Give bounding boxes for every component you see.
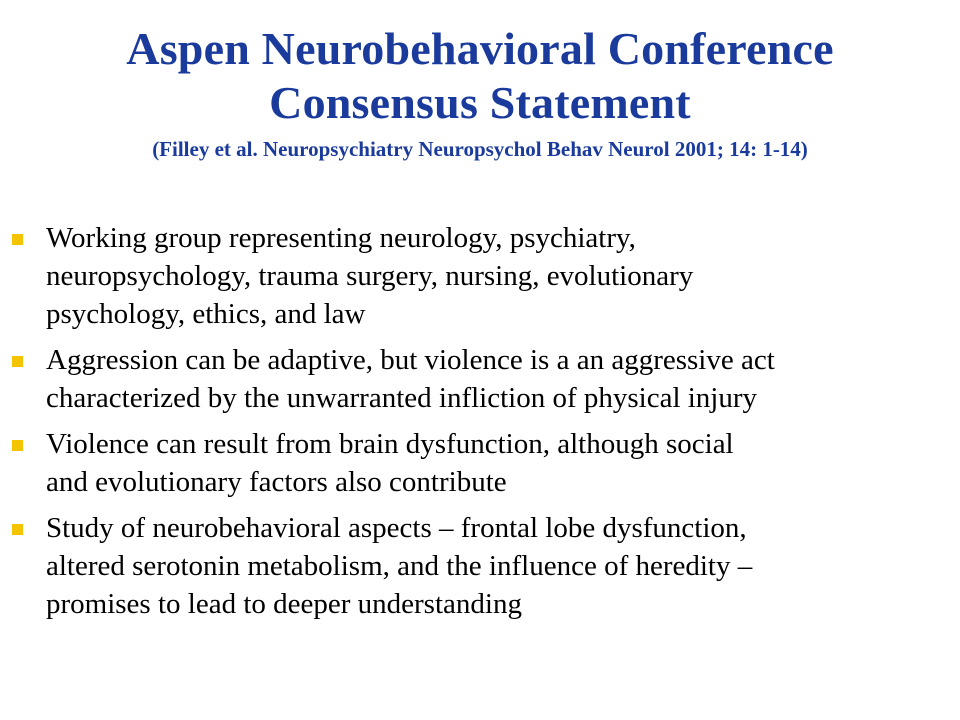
bullet-line: altered serotonin metabolism, and the influence of heredity – (46, 550, 753, 582)
bullet-line: Aggression can be adaptive, but violence is a an aggressive act (46, 344, 775, 376)
bullet-item (12, 425, 942, 501)
square-bullet-icon (12, 440, 23, 451)
bullet-line: Violence can result from brain dysfunction, although social (46, 428, 734, 460)
citation: (Filley et al. Neuropsychiatry Neuropsychol Behav Neurol 2001; 14: 1-14) (152, 137, 808, 161)
bullet-text (46, 425, 942, 501)
bullet-line: psychology, ethics, and law (46, 298, 366, 330)
bullet-item (12, 341, 942, 417)
bullet-line: and evolutionary factors also contribute (46, 466, 507, 498)
square-bullet-icon (12, 356, 23, 367)
bullet-line: neuropsychology, trauma surgery, nursing, evolutionary (46, 260, 694, 292)
slide-title-block (0, 22, 960, 162)
bullet-line: promises to lead to deeper understanding (46, 588, 522, 620)
bullet-line: Working group representing neurology, psychiatry, (46, 222, 636, 254)
bullet-item (12, 219, 942, 333)
square-bullet-icon (12, 234, 23, 245)
bullet-text (46, 219, 942, 333)
bullet-line: characterized by the unwarranted infliction of physical injury (46, 382, 758, 414)
bullet-text (46, 509, 942, 623)
bullet-text (46, 341, 942, 417)
slide-title-line-2: Consensus Statement (269, 77, 691, 128)
slide-title-line-1: Aspen Neurobehavioral Conference (126, 23, 834, 74)
bullet-list (12, 219, 942, 631)
bullet-item (12, 509, 942, 623)
square-bullet-icon (12, 524, 23, 535)
bullet-line: Study of neurobehavioral aspects – frontal lobe dysfunction, (46, 512, 747, 544)
